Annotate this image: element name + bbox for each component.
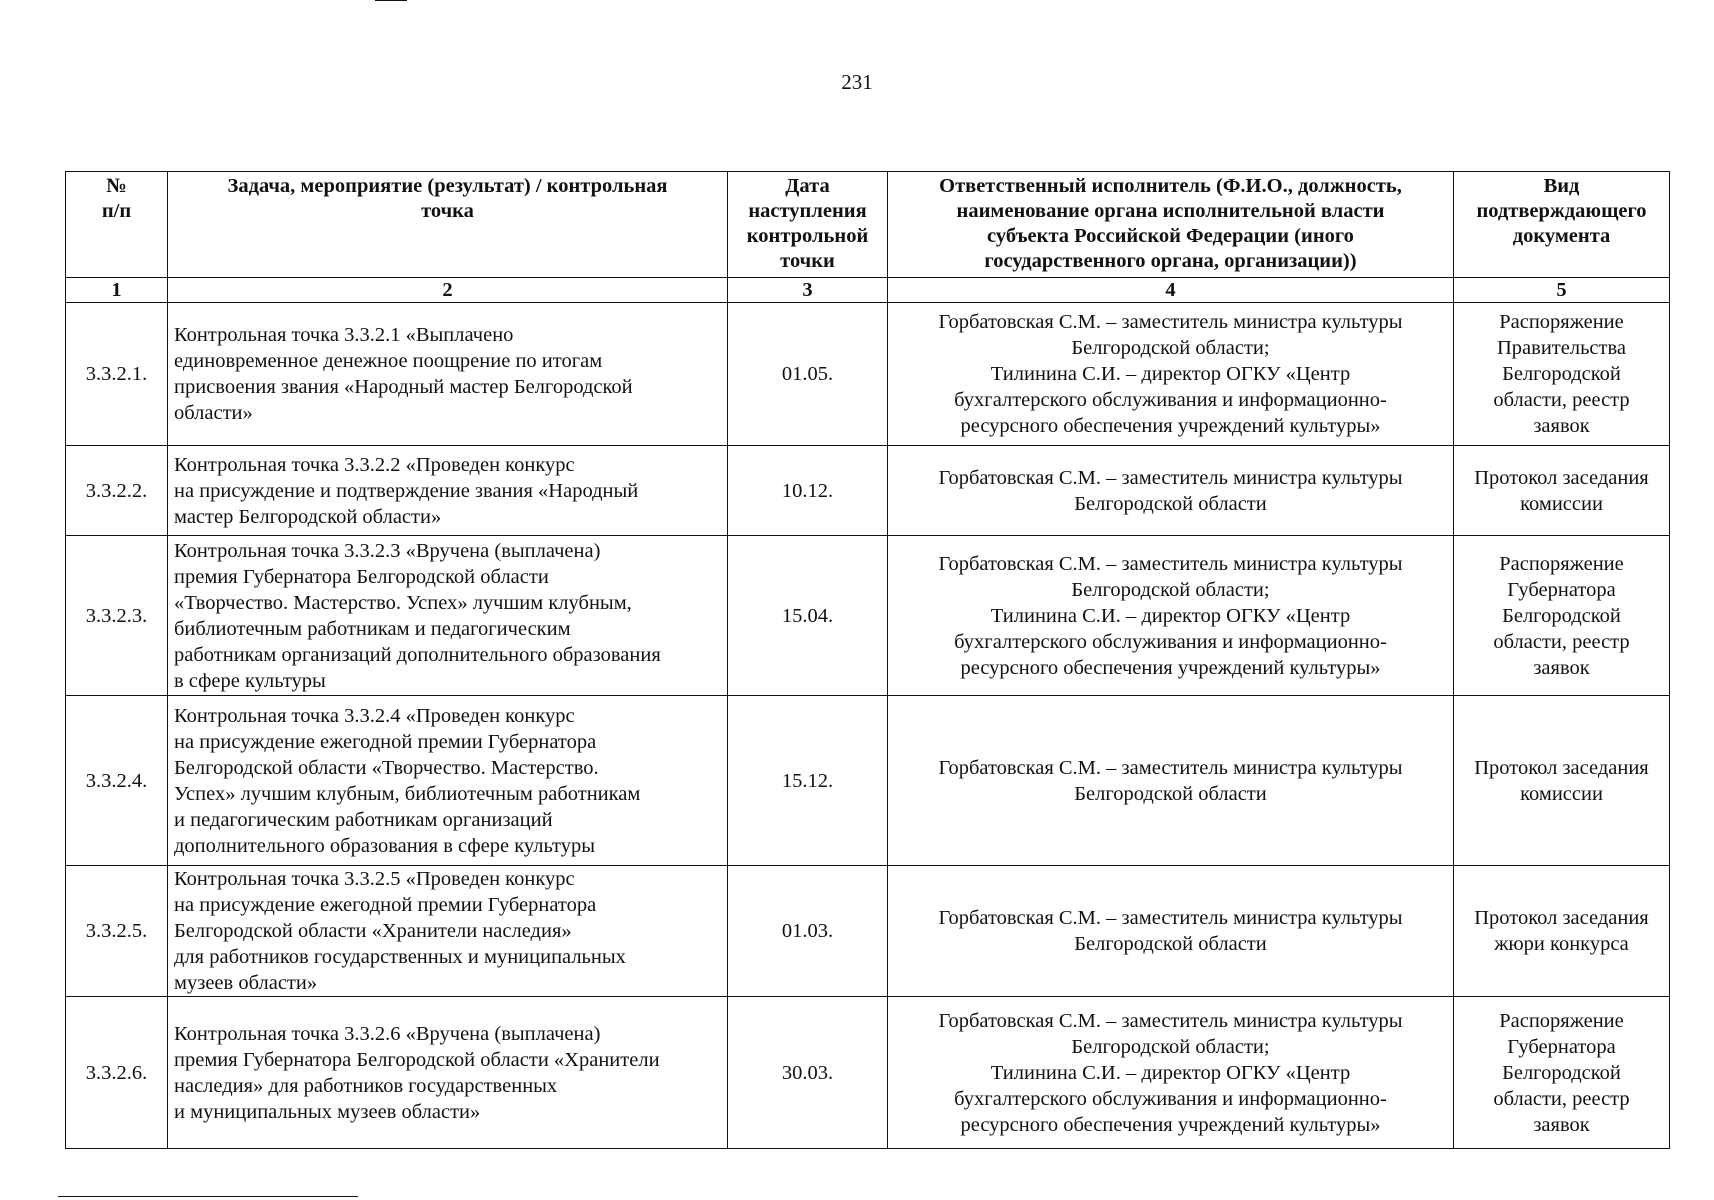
responsible-cell [888, 536, 1454, 696]
text-line: комиссии [1520, 492, 1603, 515]
footnote-rule [58, 1196, 358, 1197]
responsible-cell [888, 303, 1454, 446]
task-cell [168, 866, 728, 997]
task-cell [168, 446, 728, 536]
text-line: Распоряжение [1499, 311, 1624, 333]
document-cell [1454, 696, 1670, 866]
text-line: премия Губернатора Белгородской области «Хранители [174, 1048, 660, 1071]
text-line: Белгородской области; [1071, 578, 1270, 601]
text-line: Горбатовская С.М. – заместитель министра культуры [938, 466, 1403, 489]
header-num [66, 172, 168, 278]
header-task [168, 172, 728, 278]
task-cell [168, 303, 728, 446]
text-line: п/п [101, 200, 132, 222]
text-line: Белгородской [1502, 1061, 1621, 1084]
table-row [66, 536, 1670, 696]
header-document [1454, 172, 1670, 278]
date-cell: 10.12. [728, 446, 888, 536]
document-cell [1454, 303, 1670, 446]
row-number: 3.3.2.5. [66, 866, 168, 997]
text-line: на присуждение и подтверждение звания «Народный [174, 479, 639, 502]
text-line: заявок [1533, 415, 1590, 437]
text-line: Горбатовская С.М. – заместитель министра культуры [938, 552, 1403, 575]
text-line: Протокол заседания [1474, 756, 1649, 779]
column-number: 2 [168, 278, 728, 303]
document-cell [1454, 866, 1670, 997]
responsible-cell [888, 696, 1454, 866]
date-cell: 01.05. [728, 303, 888, 446]
text-line: Тилинина С.И. – директор ОГКУ «Центр [990, 363, 1351, 385]
control-points-table [65, 171, 1670, 1149]
text-line: Контрольная точка 3.3.2.6 «Вручена (выплачена) [174, 1022, 601, 1045]
text-line: жюри конкурса [1494, 933, 1629, 955]
text-line: Белгородской области; [1071, 1035, 1270, 1058]
text-line: на присуждение ежегодной премии Губернатора [174, 730, 597, 753]
table-row [66, 446, 1670, 536]
task-cell [168, 696, 728, 866]
text-line: работникам организаций дополнительного образования [174, 643, 661, 666]
text-line: Белгородской области [1074, 492, 1267, 515]
text-line: Контрольная точка 3.3.2.5 «Проведен конкурс [174, 868, 575, 890]
table-row [66, 866, 1670, 997]
date-cell: 01.03. [728, 866, 888, 997]
text-line: точки [780, 250, 835, 272]
document-cell [1454, 536, 1670, 696]
text-line: бухгалтерского обслуживания и информационно- [954, 630, 1387, 653]
column-number: 5 [1454, 278, 1670, 303]
document-cell [1454, 997, 1670, 1149]
text-line: музеев области» [174, 972, 318, 994]
text-line: Белгородской области [1074, 782, 1267, 805]
row-number: 3.3.2.3. [66, 536, 168, 696]
text-line: бухгалтерского обслуживания и информационно- [954, 1087, 1387, 1110]
top-edge-mark [375, 0, 407, 1]
text-line: бухгалтерского обслуживания и информационно- [954, 389, 1387, 411]
column-number: 4 [888, 278, 1454, 303]
text-line: Белгородской [1502, 363, 1621, 385]
column-number: 1 [66, 278, 168, 303]
text-line: Успех» лучшим клубным, библиотечным работникам [174, 782, 641, 805]
text-line: ресурсного обеспечения учреждений культуры» [960, 415, 1381, 437]
text-line: Горбатовская С.М. – заместитель министра культуры [938, 756, 1403, 779]
text-line: Горбатовская С.М. – заместитель министра культуры [938, 907, 1403, 929]
document-cell [1454, 446, 1670, 536]
row-number: 3.3.2.6. [66, 997, 168, 1149]
date-cell: 15.12. [728, 696, 888, 866]
text-line: на присуждение ежегодной премии Губернатора [174, 894, 597, 916]
column-number-row [66, 278, 1670, 303]
text-line: дополнительного образования в сфере культуры [174, 834, 595, 857]
text-line: субъекта Российской Федерации (иного [987, 225, 1354, 247]
text-line: контрольной [746, 225, 869, 247]
text-line: точка [421, 200, 474, 222]
page-number: 231 [841, 70, 873, 94]
responsible-cell [888, 866, 1454, 997]
text-line: заявок [1533, 656, 1590, 679]
text-line: Задача, мероприятие (результат) / контрольная [227, 175, 668, 197]
table-row [66, 696, 1670, 866]
text-line: Распоряжение [1499, 552, 1624, 575]
text-line: мастер Белгородской области» [174, 505, 442, 528]
task-cell [168, 536, 728, 696]
text-line: Протокол заседания [1474, 907, 1649, 929]
text-line: подтверждающего [1476, 200, 1647, 222]
text-line: Правительства [1496, 337, 1626, 359]
text-line: ресурсного обеспечения учреждений культуры» [960, 1113, 1381, 1136]
text-line: комиссии [1520, 782, 1603, 805]
text-line: государственного органа, организации)) [984, 250, 1357, 272]
text-line: и педагогическим работникам организаций [174, 808, 553, 831]
header-row [66, 172, 1670, 278]
text-line: Дата [785, 175, 830, 197]
table-body [66, 303, 1670, 1149]
text-line: Губернатора [1507, 1035, 1616, 1058]
text-line: в сфере культуры [174, 669, 326, 692]
text-line: Контрольная точка 3.3.2.4 «Проведен конкурс [174, 704, 575, 727]
text-line: области, реестр [1493, 630, 1630, 653]
text-line: наследия» для работников государственных [174, 1074, 558, 1097]
text-line: заявок [1533, 1113, 1590, 1136]
text-line: присвоения звания «Народный мастер Белгородской [174, 376, 633, 398]
text-line: области, реестр [1493, 1087, 1630, 1110]
text-line: Белгородской области; [1071, 337, 1270, 359]
text-line: Губернатора [1507, 578, 1616, 601]
text-line: области» [174, 402, 253, 424]
row-number: 3.3.2.2. [66, 446, 168, 536]
header-date [728, 172, 888, 278]
responsible-cell [888, 997, 1454, 1149]
text-line: Контрольная точка 3.3.2.3 «Вручена (выплачена) [174, 539, 601, 562]
text-line: ресурсного обеспечения учреждений культуры» [960, 656, 1381, 679]
text-line: премия Губернатора Белгородской области [174, 565, 549, 588]
text-line: Контрольная точка 3.3.2.1 «Выплачено [174, 324, 514, 346]
date-cell: 30.03. [728, 997, 888, 1149]
text-line: области, реестр [1493, 389, 1630, 411]
text-line: Белгородской [1502, 604, 1621, 627]
text-line: Распоряжение [1499, 1009, 1624, 1032]
date-cell: 15.04. [728, 536, 888, 696]
text-line: наименование органа исполнительной власти [956, 200, 1385, 222]
text-line: Горбатовская С.М. – заместитель министра культуры [938, 1009, 1403, 1032]
row-number: 3.3.2.4. [66, 696, 168, 866]
text-line: документа [1512, 225, 1611, 247]
text-line: библиотечным работникам и педагогическим [174, 617, 571, 640]
text-line: Тилинина С.И. – директор ОГКУ «Центр [990, 1061, 1351, 1084]
text-line: Тилинина С.И. – директор ОГКУ «Центр [990, 604, 1351, 627]
text-line: Горбатовская С.М. – заместитель министра культуры [938, 311, 1403, 333]
text-line: единовременное денежное поощрение по итогам [174, 350, 603, 372]
column-number: 3 [728, 278, 888, 303]
header-responsible [888, 172, 1454, 278]
text-line: Белгородской области [1074, 933, 1267, 955]
text-line: для работников государственных и муниципальных [174, 946, 626, 968]
responsible-cell [888, 446, 1454, 536]
text-line: Контрольная точка 3.3.2.2 «Проведен конкурс [174, 453, 575, 476]
table-row [66, 997, 1670, 1149]
row-number: 3.3.2.1. [66, 303, 168, 446]
text-line: Протокол заседания [1474, 466, 1649, 489]
text-line: Белгородской области «Творчество. Мастерство. [174, 756, 599, 779]
text-line: «Творчество. Мастерство. Успех» лучшим клубным, [174, 591, 632, 614]
text-line: и муниципальных музеев области» [174, 1100, 481, 1123]
text-line: наступления [748, 200, 867, 222]
text-line: Ответственный исполнитель (Ф.И.О., должность, [939, 175, 1402, 197]
text-line: № [106, 175, 127, 197]
task-cell [168, 997, 728, 1149]
table-row [66, 303, 1670, 446]
text-line: Белгородской области «Хранители наследия» [174, 920, 572, 942]
text-line: Вид [1543, 175, 1580, 197]
